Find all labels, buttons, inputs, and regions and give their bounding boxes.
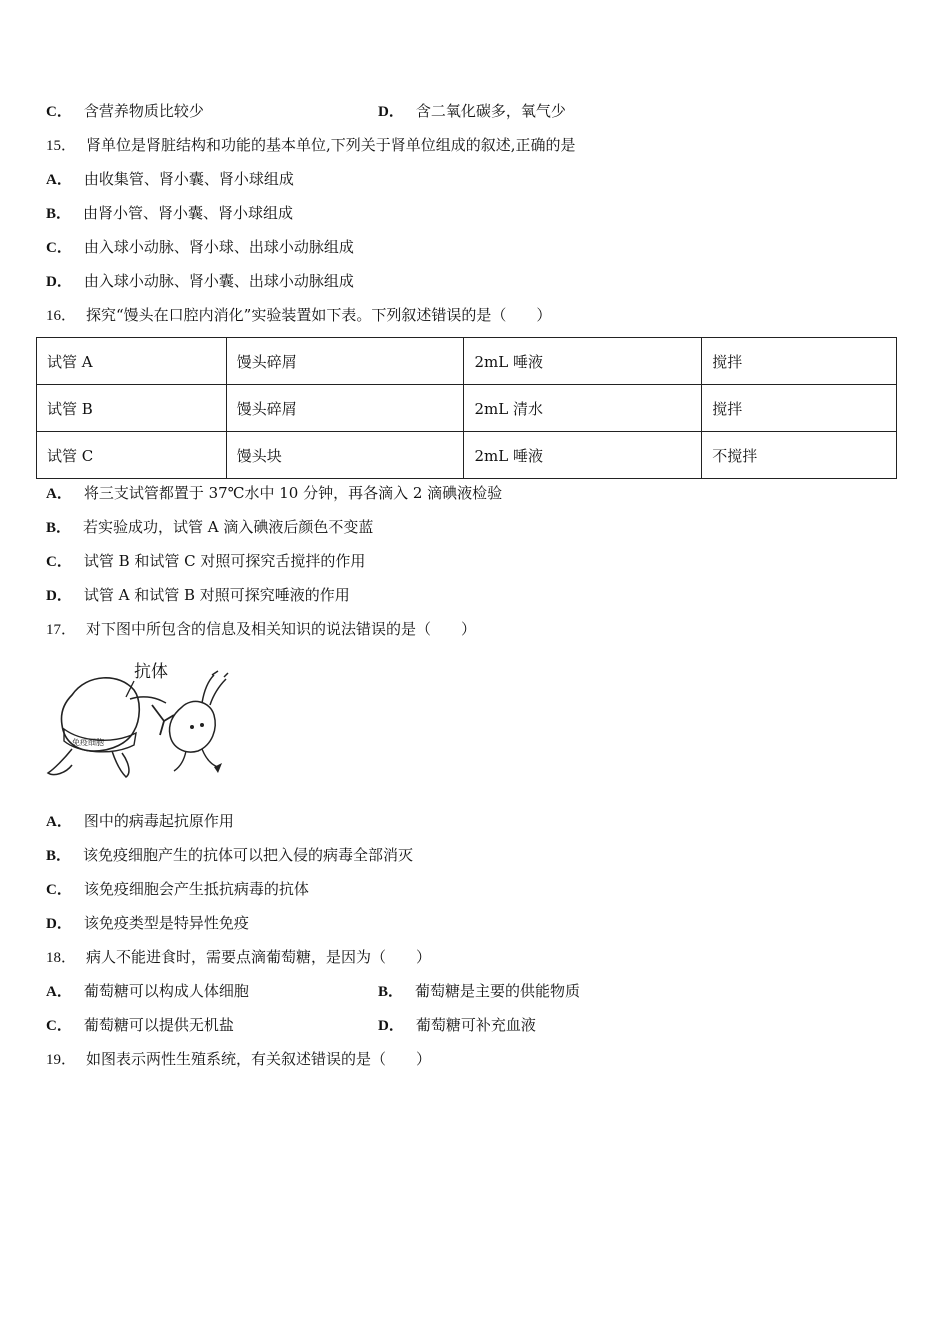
table-cell: 试管 A xyxy=(37,338,227,385)
q14-option-d: D． 含二氧化碳多，氧气少 xyxy=(378,102,566,120)
q18-options-row-1 xyxy=(46,980,906,1002)
immune-figure-drawing xyxy=(42,655,242,790)
q16-option-b: B． 若实验成功，试管 A 滴入碘液后颜色不变蓝 xyxy=(46,518,374,536)
q16-option-c: C． 试管 B 和试管 C 对照可探究舌搅拌的作用 xyxy=(46,552,366,570)
table-cell: 馒头块 xyxy=(226,432,464,479)
table-cell: 搅拌 xyxy=(702,338,897,385)
q15-option-d: D． 由入球小动脉、肾小囊、出球小动脉组成 xyxy=(46,272,354,290)
table-cell: 试管 C xyxy=(37,432,227,479)
experiment-table xyxy=(36,337,897,479)
q14-options-row xyxy=(46,100,566,122)
table-cell: 馒头碎屑 xyxy=(226,338,464,385)
table-cell: 不搅拌 xyxy=(702,432,897,479)
q15-option-b: B． 由肾小管、肾小囊、肾小球组成 xyxy=(46,204,294,222)
q17-option-d: D． 该免疫类型是特异性免疫 xyxy=(46,914,249,932)
q14-option-c: C． 含营养物质比较少 xyxy=(46,102,204,120)
table-cell: 搅拌 xyxy=(702,385,897,432)
q19-stem: 19． 如图表示两性生殖系统，有关叙述错误的是（ ） xyxy=(46,1050,432,1068)
q15-option-c: C． 由入球小动脉、肾小球、出球小动脉组成 xyxy=(46,238,354,256)
table-cell: 试管 B xyxy=(37,385,227,432)
q18-option-b: B． 葡萄糖是主要的供能物质 xyxy=(378,982,581,1000)
q17-option-c: C． 该免疫细胞会产生抵抗病毒的抗体 xyxy=(46,880,309,898)
immune-cell-figure xyxy=(42,655,242,790)
q18-option-a: A． 葡萄糖可以构成人体细胞 xyxy=(46,982,249,1000)
table-row xyxy=(37,338,897,385)
antibody-label: 抗体 xyxy=(134,662,168,682)
q15-option-a: A． 由收集管、肾小囊、肾小球组成 xyxy=(46,170,294,188)
q17-stem: 17． 对下图中所包含的信息及相关知识的说法错误的是（ ） xyxy=(46,620,477,638)
q18-stem: 18． 病人不能进食时，需要点滴葡萄糖，是因为（ ） xyxy=(46,948,432,966)
q15-stem: 15． 肾单位是肾脏结构和功能的基本单位,下列关于肾单位组成的叙述,正确的是 xyxy=(46,136,576,154)
q17-option-b: B． 该免疫细胞产生的抗体可以把入侵的病毒全部消灭 xyxy=(46,846,414,864)
table-row xyxy=(37,432,897,479)
q16-stem: 16． 探究“馒头在口腔内消化”实验装置如下表。下列叙述错误的是（ ） xyxy=(46,306,552,324)
table-cell: 2mL 唾液 xyxy=(464,432,702,479)
table-cell: 2mL 清水 xyxy=(464,385,702,432)
q18-option-d: D． 葡萄糖可补充血液 xyxy=(378,1016,536,1034)
q18-options-row-2 xyxy=(46,1014,906,1036)
q16-option-d: D． 试管 A 和试管 B 对照可探究唾液的作用 xyxy=(46,586,350,604)
immune-cell-label: 免疫细胞 xyxy=(72,738,104,747)
table-cell: 馒头碎屑 xyxy=(226,385,464,432)
q18-option-c: C． 葡萄糖可以提供无机盐 xyxy=(46,1016,234,1034)
table-cell: 2mL 唾液 xyxy=(464,338,702,385)
q16-option-a: A． 将三支试管都置于 37℃水中 10 分钟，再各滴入 2 滴碘液检验 xyxy=(46,484,503,502)
q17-option-a: A． 图中的病毒起抗原作用 xyxy=(46,812,234,830)
table-row xyxy=(37,385,897,432)
